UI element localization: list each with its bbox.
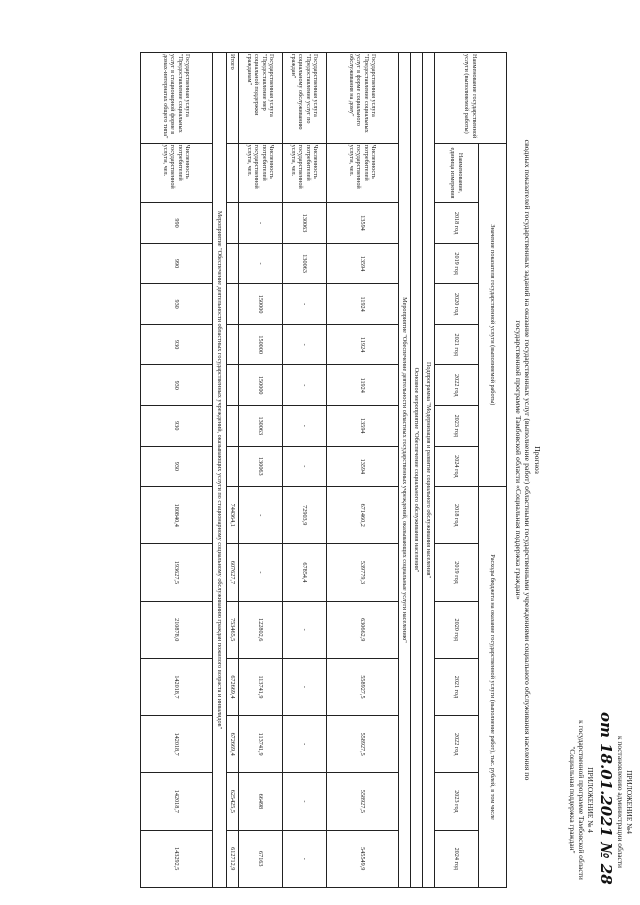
title-forecast: Прогноз (533, 446, 542, 474)
table-row (283, 53, 327, 888)
indicator-cell: 930 (141, 365, 213, 406)
indicator-cell: 130063 (239, 406, 283, 447)
header-indicator-group: Значение показателя государственной услуги (выполняемой работы) (479, 143, 507, 486)
indicator-cell: 930 (141, 406, 213, 447)
indicator-cell: 13594 (327, 406, 399, 447)
header-expense-group: Расходы бюджета на оказание государственной услуги (выполнение работ), тыс. рублей, в том числе (479, 487, 507, 888)
total-cell: 744364,1 (227, 487, 239, 544)
indicator-cell: - (283, 284, 327, 325)
expense-cell: 558927,5 (327, 773, 399, 830)
handwritten-date-number: от 18.01.2021 № 28 (597, 712, 615, 885)
expense-cell: 142018,7 (141, 716, 213, 773)
table-row (239, 53, 283, 888)
expense-cell: 558927,5 (327, 658, 399, 715)
indicator-cell: 11924 (327, 324, 399, 365)
expense-cell: - (239, 487, 283, 544)
indicator-cell: 150000 (239, 365, 283, 406)
unit-cell: Численность потребителей государственной услуги, чел. (239, 143, 283, 203)
expense-cell: 142018,7 (141, 658, 213, 715)
expense-cell: 671460,2 (327, 487, 399, 544)
indicator-cell: 130063 (283, 203, 327, 244)
service-name: Государственная услуга "Предоставление социальных услуг в форме социального обслуживания на дому" (327, 53, 399, 144)
total-cell: 753465,5 (227, 601, 239, 658)
indicator-cell: 930 (141, 324, 213, 365)
header-service: Наименование государственной услуги (выполняемой работы) (435, 53, 507, 144)
expense-cell: 180840,4 (141, 487, 213, 544)
service-name: Государственная услуга "Предоставление мер социальной поддержки гражданам" (239, 53, 283, 144)
header-year: 2023 год (435, 773, 479, 830)
indicator-cell: - (283, 365, 327, 406)
indicator-cell: 13594 (327, 446, 399, 487)
expense-cell: 66498 (239, 773, 283, 830)
appendix-program: к государственной программе Тамбовской области (577, 720, 586, 880)
total-cell: 612712,9 (227, 830, 239, 887)
indicator-cell: - (283, 446, 327, 487)
header-unit: Наименование, единица измерения (435, 143, 479, 203)
attachment-title: ПРИЛОЖЕНИЕ №4 (625, 770, 634, 834)
expense-cell: 545549,9 (327, 830, 399, 887)
total-cell: 625425,5 (227, 773, 239, 830)
indicator-cell: - (239, 203, 283, 244)
indicator-cell: 990 (141, 203, 213, 244)
attachment-decree: к постановлению администрации области (616, 735, 625, 869)
indicator-cell: 11924 (327, 365, 399, 406)
total-row (227, 53, 239, 888)
total-cell: 607627,7 (227, 544, 239, 601)
expense-cell: - (283, 773, 327, 830)
indicator-cell: - (283, 406, 327, 447)
header-year: 2024 год (435, 446, 479, 487)
header-year: 2022 год (435, 716, 479, 773)
expense-cell: 210878,0 (141, 601, 213, 658)
unit-cell: Численность потребителей государственной услуги, чел. (283, 143, 327, 203)
indicator-cell: 930 (141, 284, 213, 325)
document-title (514, 60, 543, 860)
subprogram-row: Подпрограмма "Модернизация и развитие социального обслуживания населения" (423, 53, 435, 888)
total-cell: 672669,4 (227, 716, 239, 773)
appendix-number: ПРИЛОЖЕНИЕ № 4 (586, 767, 595, 833)
unit-cell: Численность потребителей государственной услуги, чел. (327, 143, 399, 203)
total-label: Итого (227, 53, 239, 144)
indicator-cell: 930 (141, 446, 213, 487)
expense-cell: 72903,9 (283, 487, 327, 544)
expense-cell: 558927,5 (327, 716, 399, 773)
event-row: Мероприятие "Обеспечение деятельности областных государственных учреждений, оказывающих услуги по стационарному социальному обслуживанию граждан пожилого возраста и инвалидов" (213, 53, 227, 888)
expense-cell: 630662,9 (327, 601, 399, 658)
expense-cell: - (283, 830, 327, 887)
forecast-table (140, 52, 507, 888)
service-name: Государственная услуга "Предоставление услуг по социальному обслуживанию граждан" (283, 53, 327, 144)
expense-cell: 193627,5 (141, 544, 213, 601)
expense-cell: 113741,9 (239, 716, 283, 773)
event-row: Мероприятие "Обеспечение деятельности областных государственных учреждений, оказывающих социальные услуги населению" (399, 53, 411, 888)
indicator-cell: 130063 (239, 446, 283, 487)
main-event-row: Основное мероприятие "Обеспечение социального обслуживания населения" (411, 53, 423, 888)
indicator-cell: 990 (141, 243, 213, 284)
title-line-3: государственной программе Тамбовской области «Социальная поддержка граждан» (514, 320, 523, 600)
header-year: 2022 год (435, 365, 479, 406)
service-name: Государственная услуга "Предоставление социальных услуг в стационарной форме в домах-интернатах общего типа" (141, 53, 213, 144)
table-row (141, 53, 213, 888)
indicator-cell: 13594 (327, 243, 399, 284)
indicator-cell: 150000 (239, 324, 283, 365)
expense-cell: - (283, 658, 327, 715)
header-year: 2018 год (435, 487, 479, 544)
indicator-cell: 130063 (283, 243, 327, 284)
unit-cell: Численность потребителей государственной услуги, чел. (141, 143, 213, 203)
appendix-program-name: "Социальная поддержка граждан" (568, 746, 577, 854)
expense-cell: 67854,4 (283, 544, 327, 601)
indicator-cell: 150000 (239, 284, 283, 325)
total-cell: 672669,4 (227, 658, 239, 715)
expense-cell: 143292,5 (141, 830, 213, 887)
header-year: 2019 год (435, 243, 479, 284)
header-year: 2021 год (435, 658, 479, 715)
expense-cell: 142018,7 (141, 773, 213, 830)
appendix-block (568, 700, 595, 900)
attachment-header (616, 712, 634, 892)
expense-cell: - (283, 601, 327, 658)
expense-cell: - (283, 716, 327, 773)
indicator-cell: - (283, 324, 327, 365)
header-year: 2021 год (435, 324, 479, 365)
expense-cell: 113741,9 (239, 658, 283, 715)
header-year: 2018 год (435, 203, 479, 244)
header-year: 2019 год (435, 544, 479, 601)
header-year: 2020 год (435, 601, 479, 658)
table-row (327, 53, 399, 888)
title-line-2: сводных показателей государственных заданий на оказание государственных услуг (выполнение работ) областными государственными учреждениями социального обслуживания населения по (523, 139, 533, 781)
expense-cell: 539779,3 (327, 544, 399, 601)
header-year: 2024 год (435, 830, 479, 887)
header-year: 2020 год (435, 284, 479, 325)
indicator-cell: - (239, 243, 283, 284)
indicator-cell: 13594 (327, 203, 399, 244)
expense-cell: 67163 (239, 830, 283, 887)
indicator-cell: 11924 (327, 284, 399, 325)
expense-cell: - (239, 544, 283, 601)
header-year: 2023 год (435, 406, 479, 447)
expense-cell: 122802,6 (239, 601, 283, 658)
